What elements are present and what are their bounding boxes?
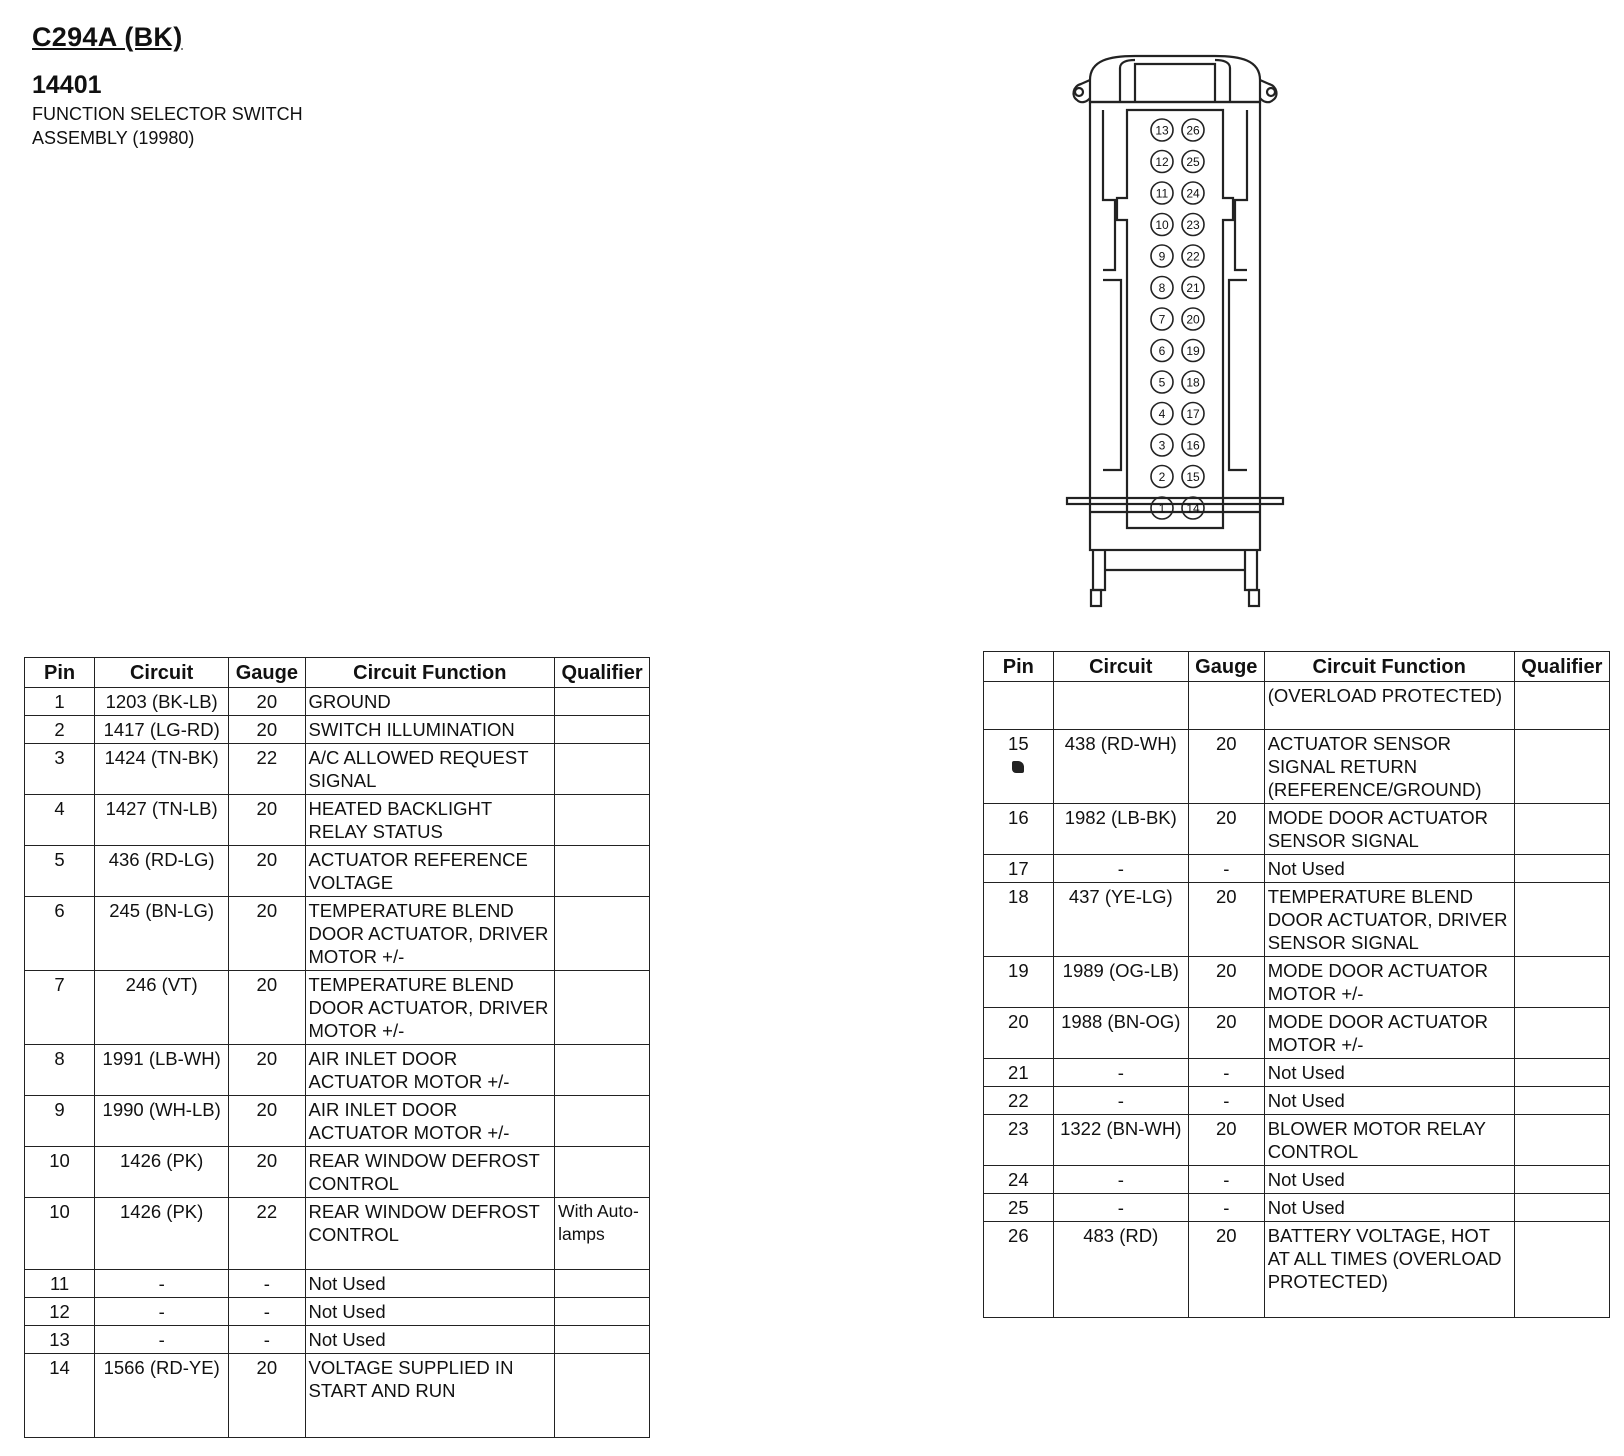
pin-number-label: 6 xyxy=(1158,344,1166,358)
circuit-cell: 483 (RD) xyxy=(1053,1222,1188,1318)
qualifier-cell xyxy=(1514,883,1609,957)
pin-number-label: 12 xyxy=(1155,155,1169,169)
col-header-gauge: Gauge xyxy=(1188,652,1264,682)
gauge-cell: - xyxy=(1188,1059,1264,1087)
function-cell: Not Used xyxy=(1264,1194,1514,1222)
gauge-cell: - xyxy=(229,1298,305,1326)
gauge-cell: 20 xyxy=(229,688,305,716)
qualifier-cell xyxy=(555,716,650,744)
table-row xyxy=(984,1222,1610,1318)
qualifier-cell xyxy=(1514,1008,1609,1059)
circuit-cell: 1427 (TN-LB) xyxy=(95,795,229,846)
pin-number-label: 25 xyxy=(1186,155,1200,169)
gauge-cell: 20 xyxy=(1188,1222,1264,1318)
gauge-cell: 22 xyxy=(229,1198,305,1270)
function-cell: Not Used xyxy=(305,1298,555,1326)
table-row xyxy=(25,1326,650,1354)
function-cell: HEATED BACKLIGHT RELAY STATUS xyxy=(305,795,555,846)
function-cell: Not Used xyxy=(1264,1059,1514,1087)
table-row xyxy=(984,1087,1610,1115)
pin-cell: 16 xyxy=(984,804,1054,855)
circuit-cell: 1426 (PK) xyxy=(95,1198,229,1270)
pin-number-label: 1 xyxy=(1158,501,1166,516)
table-row xyxy=(984,957,1610,1008)
pin-number-label: 7 xyxy=(1158,312,1166,327)
table-row xyxy=(25,1045,650,1096)
qualifier-cell xyxy=(555,795,650,846)
qualifier-cell xyxy=(555,1298,650,1326)
pin-cell: 6 xyxy=(25,897,95,971)
pin-cell: 7 xyxy=(25,971,95,1045)
table-row xyxy=(25,688,650,716)
circuit-cell: 245 (BN-LG) xyxy=(95,897,229,971)
pin-number-label: 9 xyxy=(1158,249,1166,264)
circuit-cell: 1566 (RD-YE) xyxy=(95,1354,229,1438)
gauge-cell: 20 xyxy=(1188,957,1264,1008)
table-row xyxy=(25,1298,650,1326)
pin-cell: 26 xyxy=(984,1222,1054,1318)
qualifier-cell xyxy=(1514,1059,1609,1087)
gauge-cell: 20 xyxy=(229,1354,305,1438)
function-cell: Not Used xyxy=(1264,855,1514,883)
pin-cell: 14 xyxy=(25,1354,95,1438)
circuit-cell: - xyxy=(95,1298,229,1326)
circuit-cell: 1426 (PK) xyxy=(95,1147,229,1198)
col-header-function: Circuit Function xyxy=(1264,652,1514,682)
function-cell: TEMPERATURE BLEND DOOR ACTUATOR, DRIVER MOTOR +/- xyxy=(305,897,555,971)
table-row xyxy=(984,730,1610,804)
gauge-cell: - xyxy=(229,1326,305,1354)
function-cell: TEMPERATURE BLEND DOOR ACTUATOR, DRIVER SENSOR SIGNAL xyxy=(1264,883,1514,957)
circuit-cell: 246 (VT) xyxy=(95,971,229,1045)
function-cell: BATTERY VOLTAGE, HOT AT ALL TIMES (OVERLOAD PROTECTED) xyxy=(1264,1222,1514,1318)
table-row xyxy=(25,971,650,1045)
ink-mark xyxy=(1012,761,1024,773)
col-header-function: Circuit Function xyxy=(305,658,555,688)
table-row xyxy=(984,804,1610,855)
pin-cell: 23 xyxy=(984,1115,1054,1166)
col-header-qualifier: Qualifier xyxy=(1514,652,1609,682)
circuit-cell: 1988 (BN-OG) xyxy=(1053,1008,1188,1059)
pin-cell: 10 xyxy=(25,1198,95,1270)
pin-number-label: 24 xyxy=(1186,186,1200,201)
pin-number-label: 16 xyxy=(1186,438,1200,453)
function-cell: Not Used xyxy=(305,1326,555,1354)
col-header-circuit: Circuit xyxy=(95,658,229,688)
circuit-cell: 1203 (BK-LB) xyxy=(95,688,229,716)
table-row xyxy=(25,1198,650,1270)
circuit-cell: - xyxy=(95,1270,229,1298)
gauge-cell: 20 xyxy=(1188,730,1264,804)
pin-cell xyxy=(984,682,1054,730)
circuit-cell: 1982 (LB-BK) xyxy=(1053,804,1188,855)
pin-cell: 17 xyxy=(984,855,1054,883)
pin-number-label: 17 xyxy=(1186,407,1200,421)
circuit-cell: 437 (YE-LG) xyxy=(1053,883,1188,957)
function-cell: Not Used xyxy=(305,1270,555,1298)
gauge-cell: 20 xyxy=(229,1096,305,1147)
qualifier-cell xyxy=(1514,804,1609,855)
qualifier-cell xyxy=(1514,730,1609,804)
pin-cell: 5 xyxy=(25,846,95,897)
qualifier-cell xyxy=(555,744,650,795)
pin-cell: 3 xyxy=(25,744,95,795)
qualifier-cell xyxy=(1514,1194,1609,1222)
qualifier-cell xyxy=(555,1270,650,1298)
qualifier-cell xyxy=(555,1326,650,1354)
circuit-cell xyxy=(1053,682,1188,730)
table-row xyxy=(25,716,650,744)
pin-number-label: 23 xyxy=(1186,218,1200,232)
gauge-cell: 20 xyxy=(229,1045,305,1096)
function-cell: MODE DOOR ACTUATOR SENSOR SIGNAL xyxy=(1264,804,1514,855)
function-cell: BLOWER MOTOR RELAY CONTROL xyxy=(1264,1115,1514,1166)
function-cell: Not Used xyxy=(1264,1166,1514,1194)
function-cell: TEMPERATURE BLEND DOOR ACTUATOR, DRIVER MOTOR +/- xyxy=(305,971,555,1045)
pin-number-label: 8 xyxy=(1158,281,1166,295)
table-row xyxy=(984,883,1610,957)
pin-cell: 25 xyxy=(984,1194,1054,1222)
pin-number-label: 22 xyxy=(1186,249,1200,264)
col-header-pin: Pin xyxy=(25,658,95,688)
circuit-cell: 438 (RD-WH) xyxy=(1053,730,1188,804)
circuit-cell: - xyxy=(1053,1059,1188,1087)
function-cell: MODE DOOR ACTUATOR MOTOR +/- xyxy=(1264,1008,1514,1059)
function-cell: (OVERLOAD PROTECTED) xyxy=(1264,682,1514,730)
table-row xyxy=(984,1115,1610,1166)
gauge-cell: 20 xyxy=(229,1147,305,1198)
pin-cell: 22 xyxy=(984,1087,1054,1115)
function-cell: AIR INLET DOOR ACTUATOR MOTOR +/- xyxy=(305,1096,555,1147)
qualifier-cell xyxy=(1514,1222,1609,1318)
pin-number-label: 11 xyxy=(1155,186,1169,201)
pin-number-label: 19 xyxy=(1186,344,1200,358)
circuit-cell: - xyxy=(95,1326,229,1354)
gauge-cell: 22 xyxy=(229,744,305,795)
pin-number-label: 14 xyxy=(1186,501,1200,516)
gauge-cell: 20 xyxy=(229,716,305,744)
function-cell: ACTUATOR REFERENCE VOLTAGE xyxy=(305,846,555,897)
gauge-cell: 20 xyxy=(229,971,305,1045)
pin-cell: 15 xyxy=(984,730,1054,804)
pin-cell: 2 xyxy=(25,716,95,744)
function-cell: GROUND xyxy=(305,688,555,716)
qualifier-cell xyxy=(555,846,650,897)
circuit-cell: 1322 (BN-WH) xyxy=(1053,1115,1188,1166)
function-cell: SWITCH ILLUMINATION xyxy=(305,716,555,744)
gauge-cell: - xyxy=(1188,1166,1264,1194)
table-row xyxy=(25,897,650,971)
table-row xyxy=(25,1096,650,1147)
qualifier-cell xyxy=(1514,1087,1609,1115)
gauge-cell: 20 xyxy=(1188,1008,1264,1059)
pin-number-label: 26 xyxy=(1186,123,1200,138)
gauge-cell: - xyxy=(1188,1087,1264,1115)
circuit-cell: - xyxy=(1053,1194,1188,1222)
qualifier-cell: With Auto-lamps xyxy=(555,1198,650,1270)
pin-cell: 8 xyxy=(25,1045,95,1096)
function-cell: AIR INLET DOOR ACTUATOR MOTOR +/- xyxy=(305,1045,555,1096)
pin-cell: 10 xyxy=(25,1147,95,1198)
table-row xyxy=(984,682,1610,730)
function-cell: A/C ALLOWED REQUEST SIGNAL xyxy=(305,744,555,795)
circuit-cell: 1424 (TN-BK) xyxy=(95,744,229,795)
circuit-cell: 1989 (OG-LB) xyxy=(1053,957,1188,1008)
qualifier-cell xyxy=(555,1147,650,1198)
function-cell: REAR WINDOW DEFROST CONTROL xyxy=(305,1198,555,1270)
pin-cell: 19 xyxy=(984,957,1054,1008)
gauge-cell: 20 xyxy=(229,897,305,971)
qualifier-cell xyxy=(1514,1166,1609,1194)
col-header-gauge: Gauge xyxy=(229,658,305,688)
function-cell: Not Used xyxy=(1264,1087,1514,1115)
gauge-cell: 20 xyxy=(229,795,305,846)
pin-cell: 12 xyxy=(25,1298,95,1326)
table-header-row xyxy=(984,652,1610,682)
pin-cell: 4 xyxy=(25,795,95,846)
pin-number-label: 18 xyxy=(1186,375,1200,390)
circuit-cell: - xyxy=(1053,1166,1188,1194)
pin-cell: 24 xyxy=(984,1166,1054,1194)
pin-number-label: 10 xyxy=(1155,218,1169,232)
pin-number-label: 3 xyxy=(1158,438,1166,453)
pin-number-label: 15 xyxy=(1186,470,1200,484)
circuit-cell: 436 (RD-LG) xyxy=(95,846,229,897)
gauge-cell: 20 xyxy=(1188,883,1264,957)
circuit-cell: 1990 (WH-LB) xyxy=(95,1096,229,1147)
circuit-cell: - xyxy=(1053,855,1188,883)
circuit-cell: 1417 (LG-RD) xyxy=(95,716,229,744)
table-row xyxy=(25,1354,650,1438)
pin-cell: 11 xyxy=(25,1270,95,1298)
gauge-cell: - xyxy=(1188,855,1264,883)
pin-cell: 1 xyxy=(25,688,95,716)
pin-number-label: 5 xyxy=(1158,375,1166,390)
col-header-circuit: Circuit xyxy=(1053,652,1188,682)
qualifier-cell xyxy=(555,1096,650,1147)
gauge-cell: 20 xyxy=(1188,1115,1264,1166)
pin-cell: 20 xyxy=(984,1008,1054,1059)
qualifier-cell xyxy=(555,897,650,971)
qualifier-cell xyxy=(1514,682,1609,730)
gauge-cell: - xyxy=(1188,1194,1264,1222)
table-row xyxy=(25,1147,650,1198)
pin-cell: 21 xyxy=(984,1059,1054,1087)
table-row xyxy=(984,855,1610,883)
table-row xyxy=(25,744,650,795)
part-number: 14401 xyxy=(32,71,102,99)
table-row xyxy=(984,1059,1610,1087)
pin-number-label: 21 xyxy=(1186,281,1200,295)
circuit-cell: 1991 (LB-WH) xyxy=(95,1045,229,1096)
pin-cell: 18 xyxy=(984,883,1054,957)
qualifier-cell xyxy=(1514,957,1609,1008)
table-row xyxy=(984,1008,1610,1059)
qualifier-cell xyxy=(555,1045,650,1096)
pinout-table-left xyxy=(24,657,650,1438)
function-cell: REAR WINDOW DEFROST CONTROL xyxy=(305,1147,555,1198)
connector-face-diagram xyxy=(1065,50,1285,620)
table-row xyxy=(984,1166,1610,1194)
document-header xyxy=(32,22,372,150)
table-header-row xyxy=(25,658,650,688)
qualifier-cell xyxy=(1514,1115,1609,1166)
pin-cell: 9 xyxy=(25,1096,95,1147)
qualifier-cell xyxy=(555,971,650,1045)
pin-cell: 13 xyxy=(25,1326,95,1354)
table-row xyxy=(25,1270,650,1298)
pin-number-label: 4 xyxy=(1158,407,1166,421)
pin-number-label: 13 xyxy=(1155,123,1169,138)
function-cell: ACTUATOR SENSOR SIGNAL RETURN (REFERENCE/GROUND) xyxy=(1264,730,1514,804)
col-header-qualifier: Qualifier xyxy=(555,658,650,688)
table-row xyxy=(984,1194,1610,1222)
function-cell: MODE DOOR ACTUATOR MOTOR +/- xyxy=(1264,957,1514,1008)
pin-number-label: 20 xyxy=(1186,312,1200,327)
function-cell: VOLTAGE SUPPLIED IN START AND RUN xyxy=(305,1354,555,1438)
pinout-table-right xyxy=(983,651,1610,1318)
gauge-cell: 20 xyxy=(229,846,305,897)
qualifier-cell xyxy=(555,688,650,716)
table-row xyxy=(25,846,650,897)
gauge-cell xyxy=(1188,682,1264,730)
circuit-cell: - xyxy=(1053,1087,1188,1115)
part-description: FUNCTION SELECTOR SWITCH ASSEMBLY (19980) xyxy=(32,104,303,148)
connector-title: C294A (BK) xyxy=(32,22,183,52)
qualifier-cell xyxy=(555,1354,650,1438)
gauge-cell: 20 xyxy=(1188,804,1264,855)
col-header-pin: Pin xyxy=(984,652,1054,682)
gauge-cell: - xyxy=(229,1270,305,1298)
pin-number-label: 2 xyxy=(1158,470,1166,484)
table-row xyxy=(25,795,650,846)
qualifier-cell xyxy=(1514,855,1609,883)
